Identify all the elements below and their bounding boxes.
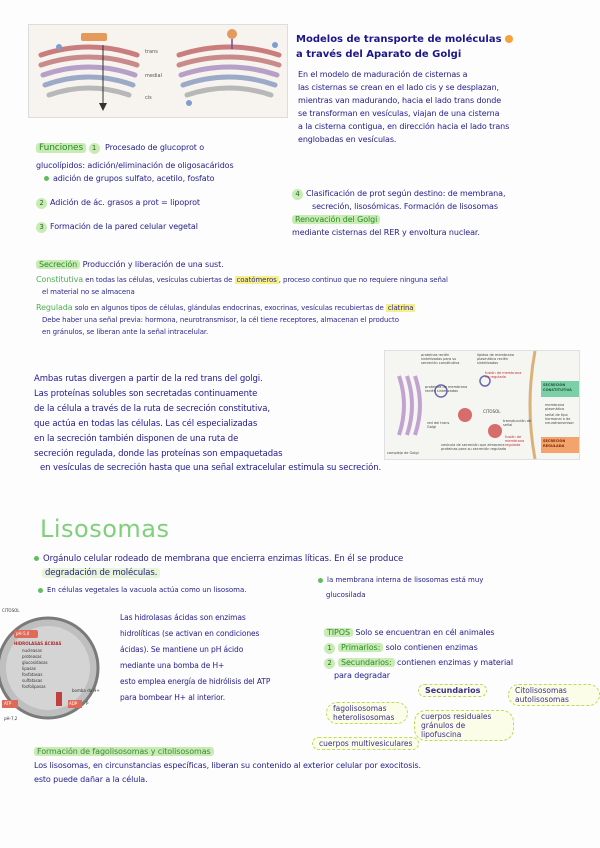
fig-label-senal: señal de tipo hormonal o de neurotransmisor (545, 413, 574, 425)
enzyme-item: sulfatasas (22, 678, 43, 683)
funcion-1-bullet: adición de grupos sulfato, acetilo, fosfato (53, 174, 215, 183)
bullet-dot-icon (34, 556, 39, 561)
enzyme-item: fosfatasas (22, 672, 43, 677)
title-line2: a través del Aparato de Golgi (296, 49, 462, 60)
fig-label-proteinas-mem: proteínas de membrana recién sintetizadas (425, 385, 468, 393)
intro-line1: Orgánulo celular rodeado de membrana que encierra enzimas líticas. En él se produce (43, 554, 404, 564)
fig-label-secrecion-reg: SECRECIÓN REGULADA (543, 439, 566, 448)
lyso-hidrolasas: HIDROLASAS ÁCIDAS (14, 641, 62, 646)
num-1: 1 (89, 143, 100, 154)
hidro-line: para bombear H+ al interior. (120, 693, 226, 702)
funcion-4-line2: secreción, lisosómicas. Formación de lisosomas (312, 202, 498, 211)
model-line: a la cisterna contigua, en dirección hacia el lado trans (298, 122, 510, 131)
label-trans: trans (145, 49, 158, 55)
model-line: englobadas en vesículas. (298, 135, 397, 144)
ambas-line: Las proteínas solubles son secretadas continuamente (34, 389, 258, 399)
secrecion-heading-rest: Producción y liberación de una sust. (82, 260, 224, 269)
ambas-rutas-text (34, 372, 384, 462)
membrana-line1: la membrana interna de lisosomas está muy (327, 576, 484, 584)
enzyme-item: lipasas (22, 666, 36, 671)
lyso-bomba: bomba de H+ (72, 688, 100, 693)
fig-label-lipidos: lípidos de membrana plasmática recién sintetizados (477, 353, 515, 365)
secretion-pathways-figure (384, 350, 580, 460)
funcion-4-line1: Clasificación de prot según destino: de membrana, (306, 189, 506, 198)
fig-label-secrecion-const: SECRECIÓN CONSTITUTIVA (543, 383, 572, 392)
constitutiva-text-post: , proceso continuo que no requiere ninguna señal (278, 276, 448, 284)
num-4: 4 (292, 189, 303, 200)
regulada-label: Regulada (36, 303, 73, 312)
golgi-transport-figure (28, 24, 288, 118)
num-2: 2 (36, 198, 47, 209)
hidro-line: esto emplea energía de hidrólisis del ATP (120, 677, 271, 686)
fig-label-proteinas: proteínas recién sintetizadas para su secreción constitutiva (421, 353, 460, 365)
funcion-1-line1: Procesado de glucoprot o (104, 143, 205, 152)
enzyme-item: fosfolipasas (22, 684, 46, 689)
pill-autolisosomas: Citolisosomas autolisosomas (508, 684, 600, 706)
lyso-adp: ADP (69, 701, 78, 706)
funciones-heading: Funciones (36, 143, 86, 153)
model-line: las cisternas se crean en el lado cis y se desplazan, (298, 83, 499, 92)
constitutiva-text-pre: en todas las células, vesículas cubiertas de (85, 276, 233, 284)
model-line: se transforman en vesículas, viajan de una cisterna (298, 109, 500, 118)
enzyme-item: proteasas (22, 654, 42, 659)
model-line: mientras van madurando, hacia el lado trans donde (298, 96, 502, 105)
fig-label-fusion-reg: fusión de membrana regulada (505, 435, 525, 447)
tipos-block (324, 626, 594, 682)
model-text (298, 68, 594, 146)
bullet-dot-icon (38, 588, 43, 593)
fig-label-vesicula: vesícula de secreción que almacena proteínas para su secreción regulada (441, 443, 506, 451)
hidrolasas-text (120, 610, 320, 706)
formacion-block (34, 745, 594, 787)
funcion-3: Formación de la pared celular vegetal (50, 222, 198, 231)
clatrina-highlight: clatrina (387, 304, 414, 312)
lyso-citosol: CITOSOL (2, 608, 20, 613)
coatomeros-highlight: coatómeros (236, 276, 277, 284)
formacion-line1: Los lisosomas, en circunstancias específicas, liberan su contenido al exterior celular por exocitosis. (34, 761, 421, 770)
funcion-2: Adición de ác. grasos a prot = lipoprot (50, 198, 200, 207)
hidro-line: mediante una bomba de H+ (120, 661, 225, 670)
lyso-ph-out: pH-7,2 (4, 716, 18, 721)
hidro-line: hidrolíticas (se activan en condiciones (120, 629, 260, 638)
funcion-1-line2: glucolípidos: adición/eliminación de oligosacáridos (36, 161, 234, 170)
section-title-transport (296, 32, 586, 62)
bullet-membrana (318, 574, 518, 601)
lyso-atp: ATP (4, 701, 12, 706)
membrana-line2: glucosilada (326, 591, 366, 599)
title-line1: Modelos de transporte de moléculas (296, 34, 502, 45)
tipos-heading: TIPOS (324, 628, 353, 637)
secundarios-center: Secundarios (418, 684, 487, 697)
constitutiva-line2: el material no se almacena (42, 288, 135, 296)
funcion-4-block (292, 187, 592, 239)
bullet-dot-icon (44, 176, 49, 181)
fig-label-red-trans: red del trans Golgi (427, 421, 450, 429)
tipo1-label: Primarios: (338, 643, 383, 652)
funciones-block (36, 141, 296, 233)
lyso-ph: pH-5,0 (16, 631, 30, 636)
hidro-line: Las hidrolasas ácidas son enzimas (120, 613, 246, 622)
num-tipo-1: 1 (324, 643, 335, 654)
hidrolasas-list (22, 648, 48, 690)
renovacion-heading: Renovación del Golgi (292, 215, 380, 224)
ambas-line: Ambas rutas divergen a partir de la red trans del golgi. (34, 374, 263, 384)
fig-label-membrana: membrana plasmática (545, 403, 565, 411)
golgi-cisternae-illustration (29, 25, 287, 117)
pill-cuerpos-residuales: cuerpos residuales gránulos de lipofuscina (414, 710, 514, 741)
regulada-line2: Debe haber una señal previa: hormona, neurotransmisor, la cél tiene receptores, almacenan el producto (42, 316, 399, 324)
pill-fagolisosomas: fagolisosomas heterolisosomas (326, 702, 408, 724)
vegetal-text: En células vegetales la vacuola actúa como un lisosoma. (47, 586, 247, 594)
hidro-line: ácidas). Se mantiene un pH ácido (120, 645, 244, 654)
lysosome-illustration (0, 608, 112, 726)
tipos-rest: Solo se encuentran en cél animales (355, 628, 495, 637)
regulada-pre: solo en algunos tipos de células, glándulas endocrinas, exocrinas, vesículas recubiertas de (74, 304, 384, 312)
fig-label-fusion: fusión de membrana no regulada (485, 371, 522, 379)
tipo2-line2: para degradar (334, 671, 390, 680)
lyso-pi: P (86, 701, 89, 706)
bullet-dot-icon (318, 578, 323, 583)
regulada-line3: en gránulos, se liberan ante la señal intracelular. (42, 328, 209, 336)
tipo1-text: solo contienen enzimas (385, 643, 478, 652)
fig-label-complejo: complejo de Golgi (387, 451, 419, 455)
formacion-line2: esto puede dañar a la célula. (34, 775, 148, 784)
secrecion-heading: Secreción (36, 260, 80, 269)
intro-line2: degradación de moléculas. (42, 568, 160, 578)
lisosomas-heading: Lisosomas (40, 515, 170, 543)
enzyme-item: glucosidasas (22, 660, 48, 665)
secrecion-block (36, 258, 592, 338)
pill-multivesiculares: cuerpos multivesiculares (312, 737, 419, 750)
label-medial: medial (145, 73, 162, 79)
constitutiva-label: Constitutiva (36, 275, 84, 284)
num-tipo-2: 2 (324, 658, 335, 669)
label-cis: cis (145, 95, 152, 101)
formacion-heading: Formación de fagolisosomas y citolisosomas (34, 747, 214, 756)
model-line: En el modelo de maduración de cisternas a (298, 70, 468, 79)
bullet-vegetal (38, 584, 318, 596)
ambas-line: en la secreción también disponen de una ruta de (34, 434, 239, 444)
renovacion-text: mediante cisternas del RER y envoltura nuclear. (292, 228, 480, 237)
ambas-line: secreción regulada, donde las proteínas son empaquetadas (34, 449, 283, 459)
ambas-last-line: en vesículas de secreción hasta que una señal extracelular estimula su secreción. (40, 463, 382, 473)
fig-label-transduccion: transducción de señal (503, 419, 532, 427)
orange-dot-icon (505, 35, 513, 43)
lysosome-figure (0, 608, 112, 726)
ambas-line: que actúa en todas las células. Las cél especializadas (34, 419, 258, 429)
fig-label-citosol: CITOSOL (483, 409, 501, 414)
enzyme-item: nucleasas (22, 648, 42, 653)
tipo2-label: Secundarios: (338, 658, 395, 667)
tipo2-text: contienen enzimas y material (397, 658, 513, 667)
num-3: 3 (36, 222, 47, 233)
ambas-line: de la célula a través de la ruta de secreción constitutiva, (34, 404, 270, 414)
